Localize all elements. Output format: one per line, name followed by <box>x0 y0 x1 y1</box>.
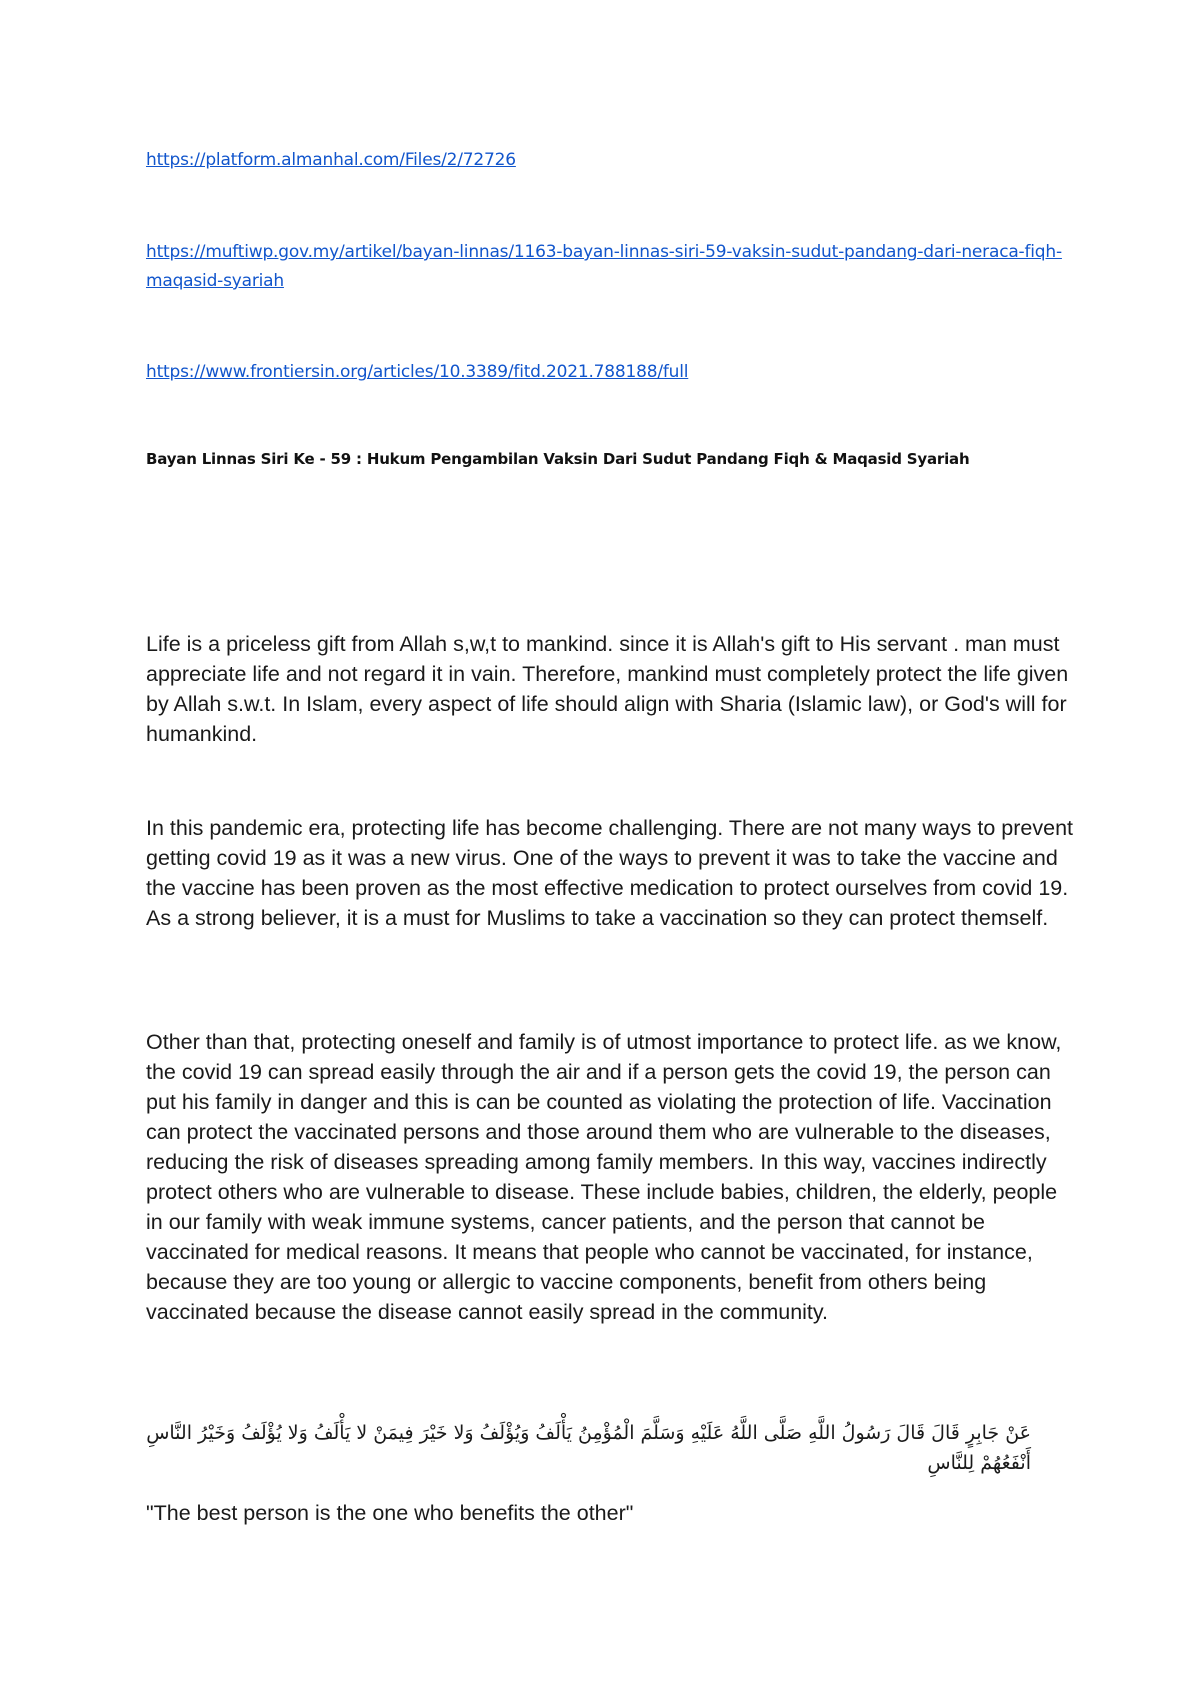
reference-link-muftiwp[interactable]: https://muftiwp.gov.my/artikel/bayan-linnas/1163-bayan-linnas-siri-59-vaksin-sudut-pandang-dari-neraca-fiqh-maqasid-syariah <box>146 242 1062 291</box>
reference-link-almanhal[interactable]: https://platform.almanhal.com/Files/2/72726 <box>146 150 516 170</box>
reference-link-frontiersin[interactable]: https://www.frontiersin.org/articles/10.3389/fitd.2021.788188/full <box>146 362 689 382</box>
hadith-translation-quote: "The best person is the one who benefits the other" <box>146 1501 634 1525</box>
body-paragraph-2: In this pandemic era, protecting life has become challenging. There are not many ways to prevent getting covid 19 as it was a new virus. One of the ways to prevent it was to take the vaccine and the vaccine has been proven as the most effective medication to protect ourselves from covid 19. As a strong believer, it is a must for Muslims to take a vaccination so they can protect themself. <box>146 816 1074 930</box>
hadith-arabic-text: عَنْ جَابِرٍ قَالَ قَالَ رَسُولُ اللَّهِ صَلَّى اللَّهُ عَلَيْهِ وَسَلَّمَ الْمُؤْمِنُ يَأْلَفُ وَيُؤْلَفُ وَلا خَيْرَ فِيمَنْ لا يَأْلَفُ وَلا يُؤْلَفُ وَخَيْرُ النَّاسِ أَنْفَعُهُمْ لِلنَّاسِ <box>146 1422 1031 1474</box>
body-paragraph-3: Other than that, protecting oneself and family is of utmost importance to protect life. as we know, the covid 19 can spread easily through the air and if a person gets the covid 19, the person can put his family in danger and this is can be counted as violating the protection of life. Vaccination can protect the vaccinated persons and those around them who are vulnerable to the diseases, reducing the risk of diseases spreading among family members. In this way, vaccines indirectly protect others who are vulnerable to disease. These include babies, children, the elderly, people in our family with weak immune systems, cancer patients, and the person that cannot be vaccinated for medical reasons. It means that people who cannot be vaccinated, for instance, because they are too young or allergic to vaccine components, benefit from others being vaccinated because the disease cannot easily spread in the community. <box>146 1030 1062 1324</box>
document-title: Bayan Linnas Siri Ke - 59 : Hukum Pengambilan Vaksin Dari Sudut Pandang Fiqh & Maqasid Syariah <box>146 450 970 468</box>
body-paragraph-1: Life is a priceless gift from Allah s,w,t to mankind. since it is Allah's gift to His servant . man must appreciate life and not regard it in vain. Therefore, mankind must completely protect the life given by Allah s.w.t. In Islam, every aspect of life should align with Sharia (Islamic law), or God's will for humankind. <box>146 632 1069 746</box>
